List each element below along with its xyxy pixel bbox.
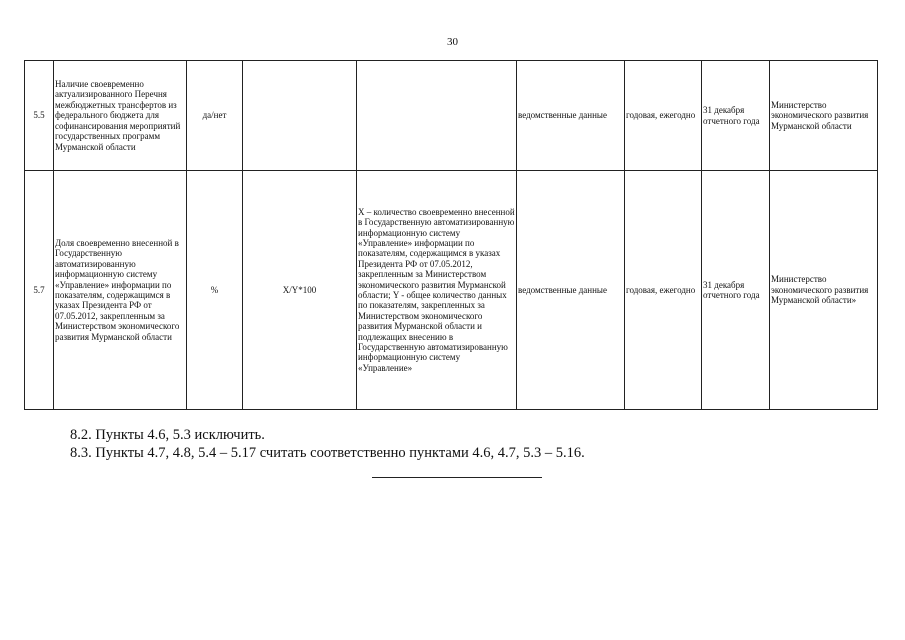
unit: % xyxy=(187,171,243,410)
data-source: ведомственные данные xyxy=(517,171,625,410)
formula: X/Y*100 xyxy=(243,171,357,410)
row-number: 5.7 xyxy=(25,171,54,410)
formula-description: X – количество своевременно внесенной в Государственную автоматизированную информационную систему «Управление» информации по показателям, содержащимся в указах Президента РФ от 07.05.2012, закрепленным за Министерством экономического развития Мурманской области; Y - общее количество данных по показателям, закрепленных за Министерством экономического развития Мурманской области и подлежащих внесению в Государственную автоматизированную информационную систему «Управление» xyxy=(357,171,517,410)
data-source: ведомственные данные xyxy=(517,61,625,171)
formula xyxy=(243,61,357,171)
indicator-name: Доля своевременно внесенной в Государственную автоматизированную информационную систему «Управление» информации по показателям, содержащимся в указах Президента РФ от 07.05.2012, закрепленным за Министерством экономического развития Мурманской области xyxy=(54,171,187,410)
deadline-date: 31 декабря отчетного года xyxy=(702,61,770,171)
deadline-date: 31 декабря отчетного года xyxy=(702,171,770,410)
responsible-body: Министерство экономического развития Мурманской области xyxy=(770,61,878,171)
page-number: 30 xyxy=(447,36,458,48)
frequency: годовая, ежегодно xyxy=(625,61,702,171)
indicators-table xyxy=(24,60,878,410)
responsible-body: Министерство экономического развития Мурманской области» xyxy=(770,171,878,410)
table-row xyxy=(25,171,878,410)
paragraph-8-3: 8.3. Пункты 4.7, 4.8, 5.4 – 5.17 считать соответственно пунктами 4.6, 4.7, 5.3 – 5.16. xyxy=(70,445,585,461)
closing-divider xyxy=(372,477,542,478)
indicators-table-container xyxy=(24,60,877,410)
unit: да/нет xyxy=(187,61,243,171)
frequency: годовая, ежегодно xyxy=(625,171,702,410)
table-row xyxy=(25,61,878,171)
indicator-name: Наличие своевременно актуализированного Перечня межбюджетных трансфертов из федерального бюджета для софинансирования мероприятий государственных программ Мурманской области xyxy=(54,61,187,171)
formula-description xyxy=(357,61,517,171)
row-number: 5.5 xyxy=(25,61,54,171)
paragraph-8-2: 8.2. Пункты 4.6, 5.3 исключить. xyxy=(70,427,265,443)
